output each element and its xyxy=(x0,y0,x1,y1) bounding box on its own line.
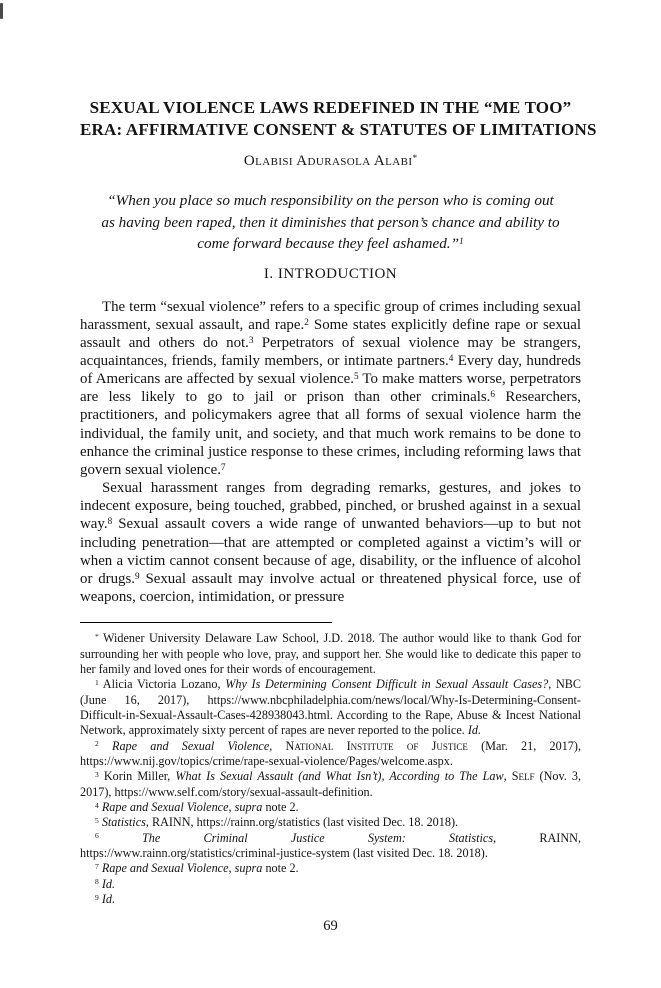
article-title xyxy=(80,97,597,141)
epigraph-line-3 xyxy=(80,233,581,255)
footnote-mark: 6 xyxy=(95,831,99,841)
footnote-text: The Criminal Justice System: Statistics, RAINN, https://www.rainn.org/statistics/criminal-justice-system (last visited Dec. 18. 2018). xyxy=(80,830,581,860)
footnote xyxy=(80,631,581,677)
footnote-mark: 9 xyxy=(95,892,99,902)
footnote xyxy=(80,831,581,862)
page-number: 69 xyxy=(323,918,338,935)
footnote-text: Id. xyxy=(101,876,116,891)
article-title-line-2: ERA: AFFIRMATIVE CONSENT & STATUTES OF LIMITATIONS xyxy=(80,120,597,139)
footnote-text: Rape and Sexual Violence, National Institute of Justice (Mar. 21, 2017), https://www.nij.gov/topics/crime/rape-sexual-violence/Pages/welcome.aspx. xyxy=(80,738,581,768)
footnotes-section xyxy=(80,631,581,907)
footnote-mark: 1 xyxy=(95,677,99,687)
scan-artifact xyxy=(0,3,3,19)
section-heading-introduction: I. INTRODUCTION xyxy=(263,265,398,282)
footnote-mark: * xyxy=(95,631,99,641)
epigraph-line-2: as having been raped, then it diminishes that person’s chance and ability to xyxy=(101,213,560,231)
footnote xyxy=(80,769,581,800)
footnote xyxy=(80,800,581,815)
footnote xyxy=(80,677,581,738)
article-body xyxy=(80,298,581,607)
footnote xyxy=(80,892,581,907)
footnote-mark: 2 xyxy=(95,739,99,749)
epigraph-line-1: “When you place so much responsibility on the person who is coming out xyxy=(107,192,554,209)
footnote-text: Rape and Sexual Violence, supra note 2. xyxy=(101,861,299,876)
author-byline xyxy=(80,152,581,171)
footnote-mark: 4 xyxy=(95,800,99,810)
footnote-text: Statistics, RAINN, https://rainn.org/statistics (last visited Dec. 18. 2018). xyxy=(101,815,459,830)
body-paragraph-1: The term “sexual violence” refers to a specific group of crimes including sexual harassment, sexual assault, and rape.$^2$ Some states explicitly define rape or sexual assault and others do not.$^3$ Perpetrators of sexual violence may be strangers, acquaintances, friends, family members, or intimate partners.$^4$ Every day, hundreds of Americans are affected by sexual violence.$^5$ To make matters worse, perpetrators are less likely to go to jail or prison than other criminals.$^6$ Researchers, practitioners, and policymakers agree that all forms of sexual violence harm the individual, the family unit, and society, and that much work remains to be done to enhance the criminal justice response to these crimes, including reforming laws that govern sexual violence.$^7$ xyxy=(80,298,582,478)
footnote-text: Alicia Victoria Lozano, Why Is Determining Consent Difficult in Sexual Assault Cases?, NBC (June 16, 2017), https://www.nbcphiladelphia.com/news/local/Why-Is-Determining-Consent-Difficult-in-Sexual-Assault-Cases-428938043.html. According to the Rape, Abuse & Incest National Network, approximately sixty percent of rapes are never reported to the police. Id. xyxy=(80,677,581,738)
footnote xyxy=(80,815,581,830)
footnote-text: Korin Miller, What Is Sexual Assault (and What Isn’t), According to The Law, Self (Nov. 3, 2017), https://www.self.com/story/sexual-assault-definition. xyxy=(80,769,582,799)
footnote-separator-rule xyxy=(80,622,332,623)
article-title-line-1: SEXUAL VIOLENCE LAWS REDEFINED IN THE “ME TOO” xyxy=(89,98,572,117)
footnote-text: Widener University Delaware Law School, J.D. 2018. The author would like to thank God for surrounding her with people who love, pray, and support her. She would like to dedicate this paper to her family and loved ones for their words of encouragement. xyxy=(80,631,582,676)
footnote xyxy=(80,877,581,892)
footnote-mark: 3 xyxy=(95,769,99,779)
footnote xyxy=(80,861,581,876)
footnote-text: Rape and Sexual Violence, supra note 2. xyxy=(101,799,299,814)
epigraph-footnote-ref: 1 xyxy=(459,236,464,247)
footnote-mark: 7 xyxy=(95,861,99,871)
epigraph-quote xyxy=(80,190,581,255)
footnote-mark: 8 xyxy=(95,877,99,887)
author-footnote-mark: * xyxy=(412,153,418,164)
body-paragraph-2: Sexual harassment ranges from degrading remarks, gestures, and jokes to indecent exposure, being touched, grabbed, pinched, or brushed against in a sexual way.$^8$ Sexual assault covers a wide range of unwanted behaviors—up to but not including penetration—that are attempted or completed against a victim’s will or when a victim cannot consent because of age, disability, or the influence of alcohol or drugs.$^9$ Sexual assault may involve actual or threatened physical force, use of weapons, coercion, intimidation, or pressure xyxy=(80,480,581,605)
footnote-text: Id. xyxy=(101,892,116,906)
footnote xyxy=(80,739,581,770)
footnote-mark: 5 xyxy=(95,815,99,825)
page-content xyxy=(80,0,597,935)
epigraph-line-3-text: come forward because they feel ashamed.” xyxy=(197,235,460,252)
author-name: Olabisi Adurasola Alabi xyxy=(243,153,413,169)
